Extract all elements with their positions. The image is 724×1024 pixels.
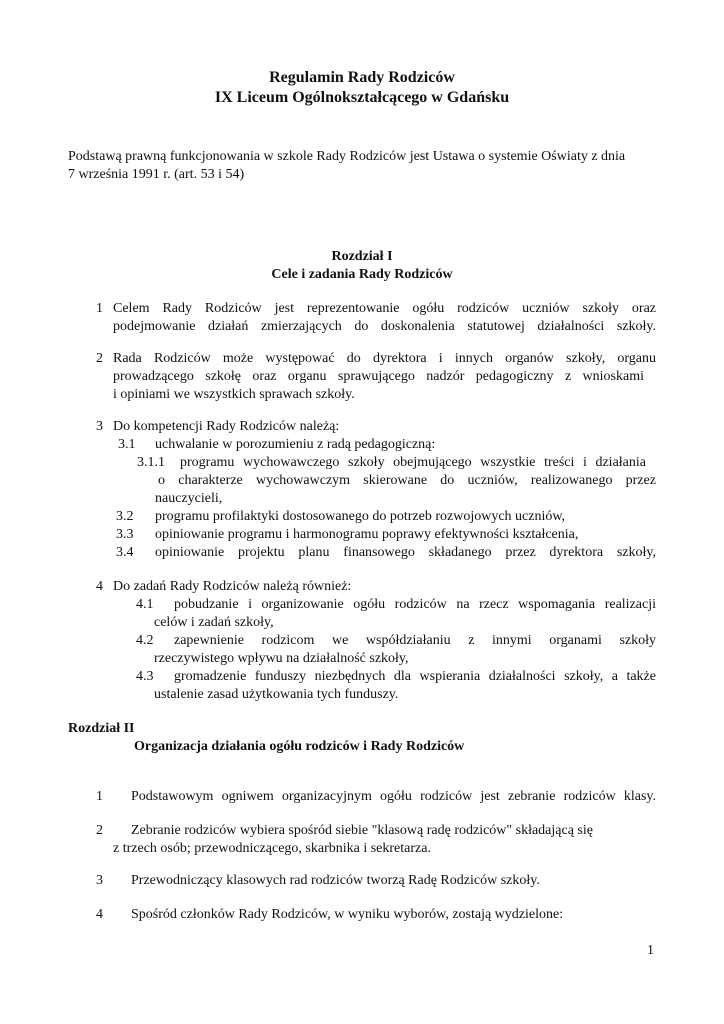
ch1-item-3-1-text: uchwalanie w porozumieniu z radą pedagogiczną: xyxy=(155,437,436,452)
chapter-1-heading: Rozdział I xyxy=(331,249,393,264)
ch2-item-1-text: Podstawowym ogniwem organizacyjnym ogółu rodziców jest zebranie rodziców klasy. xyxy=(131,789,656,804)
ch1-item-3-1-1-line-3: nauczycieli, xyxy=(155,491,223,506)
ch2-item-4-text: Spośród członków Rady Rodziców, w wyniku wyborów, zostają wydzielone: xyxy=(131,907,564,922)
document-title-line1: Regulamin Rady Rodziców xyxy=(269,69,455,86)
ch1-item-1-number: 1 xyxy=(96,301,103,316)
ch2-item-2-line-2: z trzech osób; przewodniczącego, skarbnika i sekretarza. xyxy=(113,841,431,856)
chapter-2-heading: Rozdział II xyxy=(68,721,135,736)
chapter-2-subtitle: Organizacja działania ogółu rodziców i Rady Rodziców xyxy=(134,739,465,754)
document-title-line2: IX Liceum Ogólnokształcącego w Gdańsku xyxy=(214,89,510,106)
ch1-item-4-2-line-1: zapewnienie rodzicom we współdziałaniu z innymi organami szkoły xyxy=(174,633,656,648)
ch2-item-3-number: 3 xyxy=(96,873,103,888)
ch1-item-2-number: 2 xyxy=(96,351,103,366)
ch1-item-2-line-3: i opiniami we wszystkich sprawach szkoły. xyxy=(113,387,355,402)
ch1-item-4-3-line-1: gromadzenie funduszy niezbędnych dla wspierania działalności szkoły, a także xyxy=(174,669,656,684)
ch1-item-4-3-line-2: ustalenie zasad użytkowania tych funduszy. xyxy=(154,687,399,702)
ch1-item-3-line-1: Do kompetencji Rady Rodziców należą: xyxy=(113,419,340,434)
ch2-item-2-number: 2 xyxy=(96,823,103,838)
intro-line-2: 7 września 1991 r. (art. 53 i 54) xyxy=(68,167,245,182)
ch1-item-3-1-1-line-2: o charakterze wychowawczym skierowane do uczniów, realizowanego przez xyxy=(158,473,656,488)
ch2-item-3-text: Przewodniczący klasowych rad rodziców tworzą Radę Rodziców szkoły. xyxy=(131,873,540,888)
ch1-item-2-line-2: prowadzącego szkołę oraz organu sprawującego nadzór pedagogiczny z wnioskami xyxy=(113,369,644,384)
ch1-item-4-2-line-2: rzeczywistego wpływu na działalność szkoły, xyxy=(154,651,409,666)
ch1-item-4-number: 4 xyxy=(96,579,103,594)
ch1-item-1-line-1: Celem Rady Rodziców jest reprezentowanie ogółu rodziców uczniów szkoły oraz xyxy=(113,301,656,316)
ch1-item-4-1-number: 4.1 xyxy=(136,597,154,612)
page-number: 1 xyxy=(647,943,654,958)
ch2-item-4-number: 4 xyxy=(96,907,103,922)
ch1-item-3-1-1-line-1: programu wychowawczego szkoły obejmującego wszystkie treści i działania xyxy=(180,455,646,470)
ch1-item-3-2-text: programu profilaktyki dostosowanego do potrzeb rozwojowych uczniów, xyxy=(155,509,566,524)
ch1-item-3-3-number: 3.3 xyxy=(116,527,134,542)
ch1-item-3-4-text: opiniowanie projektu planu finansowego składanego przez dyrektora szkoły, xyxy=(155,545,656,560)
ch1-item-3-1-1-number: 3.1.1 xyxy=(137,455,165,470)
ch1-item-3-1-number: 3.1 xyxy=(118,437,136,452)
ch2-item-1-number: 1 xyxy=(96,789,103,804)
ch1-item-4-3-number: 4.3 xyxy=(136,669,154,684)
ch1-item-4-1-line-2: celów i zadań szkoły, xyxy=(154,615,274,630)
ch1-item-3-2-number: 3.2 xyxy=(116,509,134,524)
ch1-item-3-number: 3 xyxy=(96,419,103,434)
ch1-item-3-4-number: 3.4 xyxy=(116,545,134,560)
ch2-item-2-line-1: Zebranie rodziców wybiera spośród siebie "klasową radę rodziców" składającą się xyxy=(131,823,593,838)
ch1-item-4-1-line-1: pobudzanie i organizowanie ogółu rodziców na rzecz wspomagania realizacji xyxy=(174,597,656,612)
intro-line-1: Podstawą prawną funkcjonowania w szkole Rady Rodziców jest Ustawa o systemie Oświaty z dnia xyxy=(68,149,626,164)
ch1-item-4-line-1: Do zadań Rady Rodziców należą również: xyxy=(113,579,352,594)
ch1-item-3-3-text: opiniowanie programu i harmonogramu poprawy efektywności kształcenia, xyxy=(155,527,579,542)
ch1-item-2-line-1: Rada Rodziców może występować do dyrektora i innych organów szkoły, organu xyxy=(113,351,656,366)
ch1-item-1-line-2: podejmowanie działań zmierzających do doskonalenia statutowej działalności szkoły. xyxy=(113,319,656,334)
ch1-item-4-2-number: 4.2 xyxy=(136,633,154,648)
chapter-1-subtitle: Cele i zadania Rady Rodziców xyxy=(271,267,453,282)
